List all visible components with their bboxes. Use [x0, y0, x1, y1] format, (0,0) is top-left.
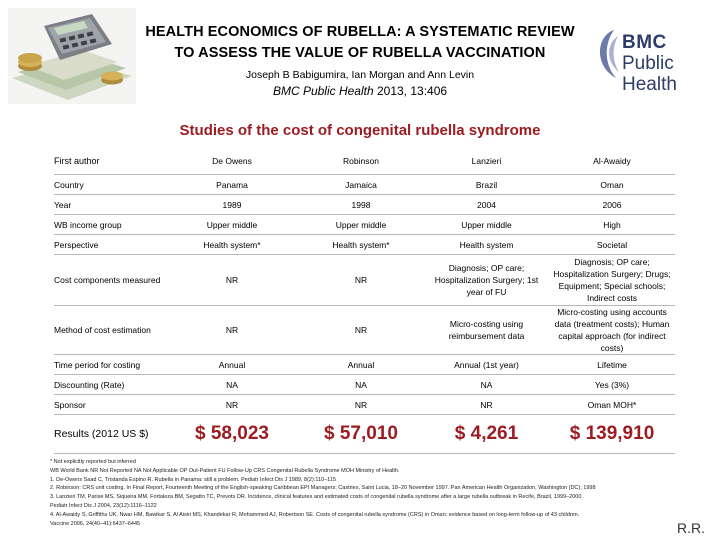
table-cell: NR — [166, 306, 298, 355]
journal-citation — [140, 84, 580, 98]
result-value: $ 57,010 — [298, 415, 424, 454]
row-label: Discounting (Rate) — [54, 375, 166, 395]
table-row — [54, 175, 675, 195]
row-label: Perspective — [54, 235, 166, 255]
result-value: $ 58,023 — [166, 415, 298, 454]
table-cell: Lifetime — [549, 355, 675, 375]
journal-ref: 2013, 13:406 — [373, 84, 448, 98]
table-cell: Health system* — [166, 235, 298, 255]
table-cell: Societal — [549, 235, 675, 255]
footnote: 3. Lanzieri TM, Parise MS, Siqueira MM, Fortaleza BM, Segatto TC, Prevots DR. Incidence, clinical features and estimated costs of congenital rubella syndrome after a large rubella outbreak in Recife, Brazil, 1999–2000. — [50, 494, 583, 501]
cost-table — [54, 148, 675, 454]
table-cell: High — [549, 215, 675, 235]
table-cell: Oman — [549, 175, 675, 195]
table-cell: NR — [166, 395, 298, 415]
bmc-logo-text — [622, 32, 712, 95]
result-value: $ 139,910 — [549, 415, 675, 454]
author-cell: De Owens — [166, 148, 298, 175]
title-line-1: HEALTH ECONOMICS OF RUBELLA: A SYSTEMATIC REVIEW — [145, 24, 575, 40]
table-cell: Jamaica — [298, 175, 424, 195]
table-cell: 1989 — [166, 195, 298, 215]
results-row — [54, 415, 675, 454]
authors: Joseph B Babigumira, Ian Morgan and Ann Levin — [245, 69, 475, 81]
footnote: 2. Robinson: CRS unit costing. In Final Report, Fourteenth Meeting of the English-speaking Caribbean EPI Managers; Castries, Saint Lucia, 18–20 November 1997. Pan American Health Organization, Washington (DC); 1998 — [50, 485, 596, 492]
bmc-logo-line2: Public Health — [622, 53, 677, 95]
table-header-row — [54, 148, 675, 175]
table-cell: NA — [298, 375, 424, 395]
table-cell: NR — [166, 255, 298, 306]
title-line-2: TO ASSESS THE VALUE OF RUBELLA VACCINATION — [174, 45, 546, 61]
header-label: First author — [54, 148, 166, 175]
table-row — [54, 215, 675, 235]
footnote: Pediatr Infect Dis J 2004, 23(12):1116–1122 — [50, 502, 157, 509]
table-cell: Annual — [298, 355, 424, 375]
author-cell: Robinson — [298, 148, 424, 175]
row-label: Year — [54, 195, 166, 215]
row-label: Country — [54, 175, 166, 195]
author-cell: Lanzieri — [424, 148, 549, 175]
footnote: WB World Bank NR Not Reported NA Not Applicable OP Out-Patient FU Follow-Up CRS Congenital Rubella Syndrome MOH Ministry of Health. — [50, 467, 400, 474]
table-cell: NR — [298, 395, 424, 415]
table-row — [54, 235, 675, 255]
footnote: 4. Al-Awaidy S, Griffiths UK, Nwar HM, Bawikar S, Al Aisiri MS, Khandekar R, Mohammed AJ, Robertson SE. Costs of congenital rubella syndrome (CRS) in Oman: evidence based on long-term follow-up of 43 children. — [50, 511, 580, 518]
footnotes — [50, 458, 690, 528]
row-label: Time period for costing — [54, 355, 166, 375]
signature: R.R. — [677, 520, 705, 536]
row-label: Method of cost estimation — [54, 306, 166, 355]
table-cell: 2006 — [549, 195, 675, 215]
bmc-logo — [592, 24, 712, 96]
bmc-swoosh-icon — [592, 26, 622, 80]
row-label: Results (2012 US $) — [54, 415, 166, 454]
page-title — [140, 22, 580, 64]
table-cell: Annual — [166, 355, 298, 375]
footnote: 1. De-Owens Saad C, Tristanda Espino R. Rubella in Panama: still a problem. Pediatr Infect Dis J 1989, 8(2):110–115 — [50, 476, 336, 483]
table-cell: Upper middle — [166, 215, 298, 235]
table-cell: Health system — [424, 235, 549, 255]
table-cell: Annual (1st year) — [424, 355, 549, 375]
table-row — [54, 255, 675, 306]
table-cell: NA — [424, 375, 549, 395]
table-cell: NR — [298, 255, 424, 306]
table-cell: Upper middle — [424, 215, 549, 235]
author-cell: Al-Awaidy — [549, 148, 675, 175]
table-cell: NR — [298, 306, 424, 355]
bmc-logo-line1: BMC — [622, 32, 667, 53]
table-cell: NA — [166, 375, 298, 395]
result-value: $ 4,261 — [424, 415, 549, 454]
table-row — [54, 395, 675, 415]
table-cell: Panama — [166, 175, 298, 195]
table-cell: Oman MOH* — [549, 395, 675, 415]
section-subtitle: Studies of the cost of congenital rubella syndrome — [179, 122, 541, 139]
table-row — [54, 195, 675, 215]
table-cell: Diagnosis; OP care; Hospitalization Surgery; Drugs; Equipment; Special schools; Indirect costs — [549, 255, 675, 306]
row-label: WB income group — [54, 215, 166, 235]
table-cell: Upper middle — [298, 215, 424, 235]
table-cell: 1998 — [298, 195, 424, 215]
calculator-money-image — [8, 8, 136, 104]
header — [140, 22, 580, 98]
table-row — [54, 375, 675, 395]
table-cell: Brazil — [424, 175, 549, 195]
table-cell: NR — [424, 395, 549, 415]
journal-name: BMC Public Health — [272, 84, 374, 98]
row-label: Sponsor — [54, 395, 166, 415]
table-row — [54, 355, 675, 375]
table-cell: Micro-costing using reimbursement data — [424, 306, 549, 355]
footnote: Vaccine 2006, 24(40–41):6437–6445 — [50, 520, 141, 527]
table-row — [54, 306, 675, 355]
table-cell: Yes (3%) — [549, 375, 675, 395]
table-cell: Micro-costing using accounts data (treatment costs); Human capital approach (for indirect costs) — [549, 306, 675, 355]
table-cell: 2004 — [424, 195, 549, 215]
table-cell: Health system* — [298, 235, 424, 255]
table-cell: Diagnosis; OP care; Hospitalization Surgery; 1st year of FU — [424, 255, 549, 306]
footnote: * Not explicitly reported but inferred — [50, 459, 136, 465]
row-label: Cost components measured — [54, 255, 166, 306]
